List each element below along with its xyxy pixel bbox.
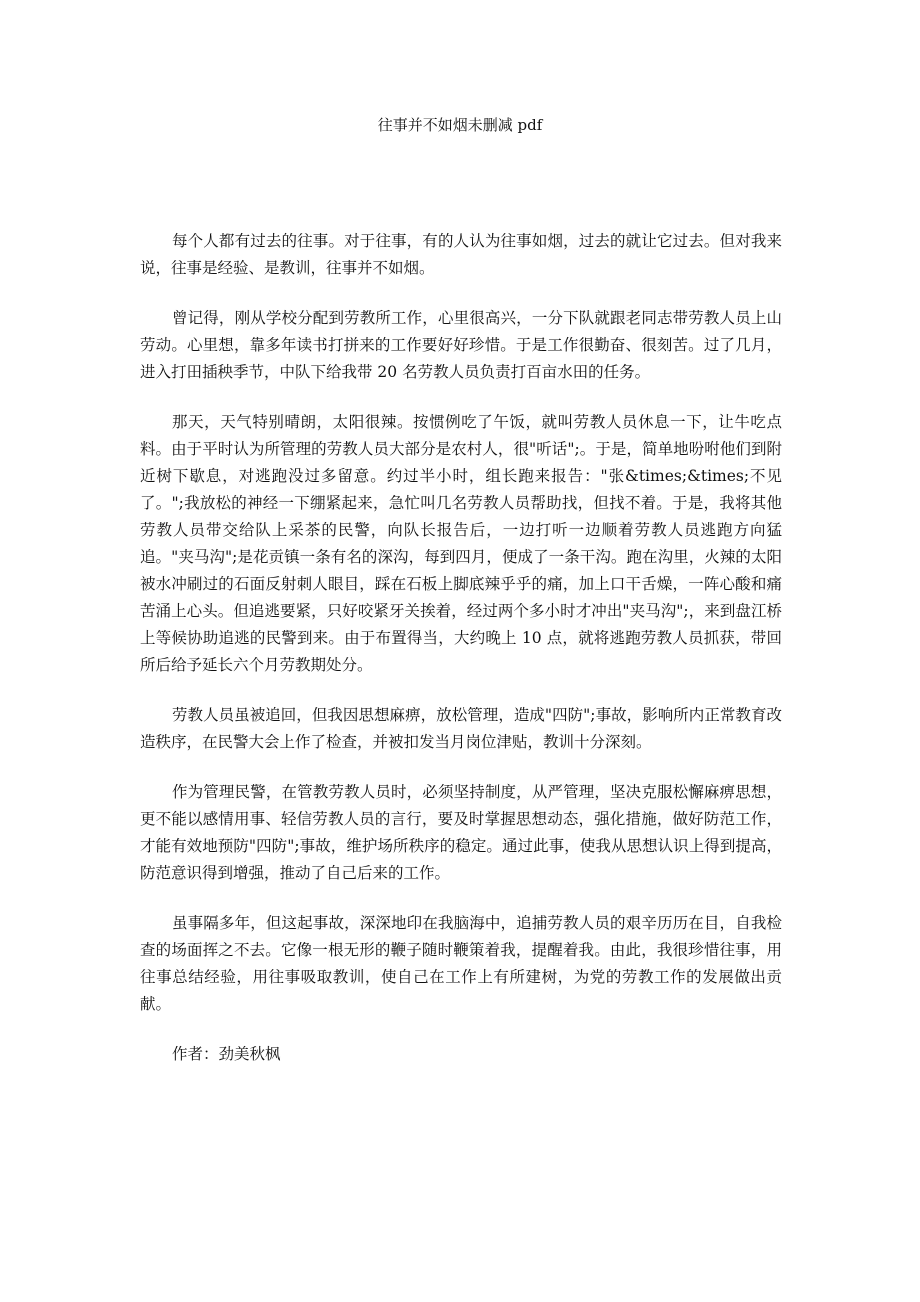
paragraph-intro: 每个人都有过去的往事。对于往事，有的人认为往事如烟，过去的就让它过去。但对我来说，往事是经验、是教训，往事并不如烟。 [140,232,782,277]
author-line: 作者：劲美秋枫 [172,1045,281,1063]
paragraph-consequence: 劳教人员虽被追回，但我因思想麻痹，放松管理，造成"四防";事故，影响所内正常教育改造秩序，在民警大会上作了检查，并被扣发当月岗位津贴，教训十分深刻。 [140,706,782,751]
paragraph-escape-story: 那天，天气特别晴朗，太阳很辣。按惯例吃了午饭，就叫劳教人员休息一下，让牛吃点料。由于平时认为所管理的劳教人员大部分是农村人，很"听话";。于是，简单地吩咐他们到附近树下歇息，对逃跑没过多留意。约过半小时，组长跑来报告："张&times;&times;不见了。";我放松的神经一下绷紧起来，急忙叫几名劳教人员帮助找，但找不着。于是，我将其他劳教人员带交给队上采茶的民警，向队长报告后，一边打听一边顺着劳教人员逃跑方向猛追。"夹马沟";是花贡镇一条有名的深沟，每到四月，便成了一条干沟。跑在沟里，火辣的太阳被水冲刷过的石面反射刺人眼目，踩在石板上脚底辣乎乎的痛，加上口干舌燥，一阵心酸和痛苦涌上心头。但追逃要紧，只好咬紧牙关挨着，经过两个多小时才冲出"夹马沟";，来到盘江桥上等候协助追逃的民警到来。由于布置得当，大约晚上 10 点，就将逃跑劳教人员抓获，带回所后给予延长六个月劳教期处分。 [140,413,782,674]
document-body [140,228,782,1068]
document-title: 往事并不如烟未删减 pdf [377,116,543,134]
paragraph-memory: 曾记得，刚从学校分配到劳教所工作，心里很高兴，一分下队就跟老同志带劳教人员上山劳动。心里想，靠多年读书打拼来的工作要好好珍惜。于是工作很勤奋、很刻苦。过了几月，进入打田插秧季节，中队下给我带 20 名劳教人员负责打百亩水田的任务。 [140,309,782,381]
paragraph-reflection: 虽事隔多年，但这起事故，深深地印在我脑海中，追捕劳教人员的艰辛历历在目，自我检查的场面挥之不去。它像一根无形的鞭子随时鞭策着我，提醒着我。由此，我很珍惜往事，用往事总结经验，用往事吸取教训，使自己在工作上有所建树，为党的劳教工作的发展做出贡献。 [140,914,782,1013]
paragraph-lesson: 作为管理民警，在管教劳教人员时，必须坚持制度，从严管理，坚决克服松懈麻痹思想，更不能以感情用事、轻信劳教人员的言行，要及时掌握思想动态，强化措施，做好防范工作，才能有效地预防"四防";事故，维护场所秩序的稳定。通过此事，使我从思想认识上得到提高，防范意识得到增强，推动了自己后来的工作。 [140,783,782,882]
